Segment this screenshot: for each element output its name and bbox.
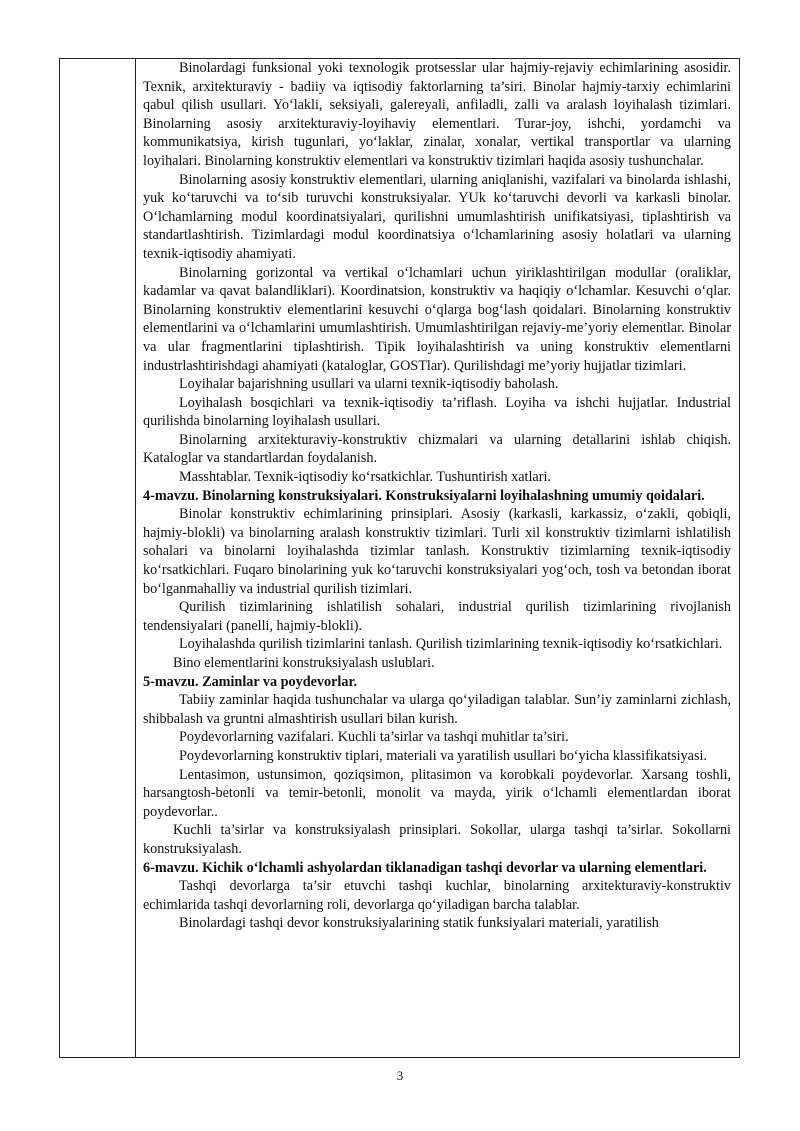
topic-heading: 4-mavzu. Binolarning konstruksiyalari. Konstruksiyalarni loyihalashning umumiy qoidalari. [143, 487, 705, 504]
paragraph: Binolarning gorizontal va vertikal o‘lchamlari uchun yiriklashtirilgan modullar (oraliklar, kadamlar va qavat balandliklari). Koordinatsion, konstruktiv va haqiqiy o‘lchamlar. Kesuvchi o‘qlar. Binolarning konstruktiv elementlarini kesuvchi o‘qlarga bog‘lash qoidalari. Binolarning konstruktiv elementlarini va o‘lchamlarini umumlashtirish. Umumlashtirilgan rejaviy-me’yoriy elementlar. Binolar va ular fragmentlarini tiplashtirish. Tipik loyihalashtirish va uning konstruktiv elementlarni industrlashtirishdagi ahamiyati (kataloglar, GOSTlar). Qurilishdagi me’yoriy hujjatlar tizimlari. [143, 264, 731, 374]
paragraph: Poydevorlarning vazifalari. Kuchli ta’sirlar va tashqi muhitlar ta’siri. [179, 729, 569, 746]
page-number: 3 [396, 1068, 404, 1083]
paragraph: Qurilish tizimlarining ishlatilish sohalari, industrial qurilish tizimlarining rivojlanish tendensiyalari (panelli, hajmiy-blokli). [143, 599, 731, 634]
content-cell [143, 59, 731, 933]
column-divider [135, 59, 136, 1057]
paragraph: Loyihalash bosqichlari va texnik-iqtisodiy ta’riflash. Loyiha va ishchi hujjatlar. Industrial qurilishda binolarning loyihalash usullari. [143, 394, 731, 430]
paragraph: Poydevorlarning konstruktiv tiplari, materiali va yaratilish usullari bo‘yicha klassifikatsiyasi. [179, 747, 707, 764]
topic-heading: 5-mavzu. Zaminlar va poydevorlar. [143, 673, 357, 690]
paragraph: Masshtablar. Texnik-iqtisodiy ko‘rsatkichlar. Tushuntirish xatlari. [179, 469, 551, 486]
paragraph: Tabiiy zaminlar haqida tushunchalar va ularga qo‘yiladigan talablar. Sun’iy zaminlarni zichlash, shibbalash va gruntni almashtirish usullari bilan kurish. [143, 692, 731, 727]
paragraph: Lentasimon, ustunsimon, qoziqsimon, plitasimon va korobkali poydevorlar. Xarsang toshli, harsangtosh-betonli va temir-betonli, monolit va mayda, yirik o‘lchamli elementlardan iborat poydevorlar.. [143, 766, 731, 820]
paragraph: Tashqi devorlarga ta’sir etuvchi tashqi kuchlar, binolarning arxitekturaviy-konstruktiv echimlarida tashqi devorlarning roli, devorlarga qo‘yiladigan barcha talablar. [143, 878, 731, 913]
paragraph: Binolardagi funksional yoki texnologik protsesslar ular hajmiy-rejaviy echimlarining asosidir. Texnik, arxitekturaviy - badiiy va iqtisodiy faktorlarning ta’siri. Binolar hajmiy-tarxiy echimlarini qabul qilish usullari. Yo‘lakli, seksiyali, galereyali, anfiladli, zalli va aralash loyihalash tizimlari. Binolarning asosiy arxitekturaviy-loyihaviy elementlari. Turar-joy, ishchi, yordamchi va kommunikatsiya, kirish tugunlari, yo‘laklar, zinalar, xonalar, vertikal transportlar va ularning loyihalari. Binolarning konstruktiv elementlari va konstruktiv tizimlari haqida asosiy tushunchalar. [143, 60, 731, 169]
paragraph: Binolarning asosiy konstruktiv elementlari, ularning aniqlanishi, vazifalari va binolarda ishlashi, yuk ko‘taruvchi va to‘sib turuvchi konstruksiyalar. YUk ko‘taruvchi devorli va karkasli binolar. O‘lchamlarning modul koordinatsiyalari, qurilishni umumlashtirish unifikatsiyasi, tiplashtirish va standartlashtirish. Tizimlardagi modul koordinatsiya o‘lchamlarining asosiy holatlari va ularning texnik-iqtisodiy ahamiyati. [143, 171, 731, 262]
paragraph: Binolardagi tashqi devor konstruksiyalarining statik funksiyalari materiali, yaratilish [179, 915, 659, 932]
topic-heading: 6-mavzu. Kichik o‘lchamli ashyolardan tiklanadigan tashqi devorlar va ularning elementlari. [143, 859, 707, 876]
paragraph: Bino elementlarini konstruksiyalash uslublari. [173, 655, 435, 671]
paragraph: Loyihalashda qurilish tizimlarini tanlash. Qurilish tizimlarining texnik-iqtisodiy ko‘rsatkichlari. [179, 636, 723, 653]
paragraph: Kuchli ta’sirlar va konstruksiyalash prinsiplari. Sokollar, ularga tashqi ta’sirlar. Sokollarni konstruksiyalash. [143, 822, 731, 857]
paragraph: Binolarning arxitekturaviy-konstruktiv chizmalari va ularning detallarini ishlab chiqish. Kataloglar va standartlardan foydalanish. [143, 431, 731, 467]
paragraph: Binolar konstruktiv echimlarining prinsiplari. Asosiy (karkasli, karkassiz, o‘zakli, qobiqli, hajmiy-blokli) va binolarning aralash konstruktiv tizimlari. Turli xil konstruktiv tizimlarni ishlatilish sohalari va binolarni loyihalashda tizimlar tanlash. Konstruktiv tizimlarning texnik-iqtisodiy ko‘rsatkichlari. Fuqaro binolarining yuk ko‘taruvchi konstruksiyalari yog‘och, tosh va betondan iborat bo‘lganmahalliy va industrial qurilish tizimlari. [143, 506, 731, 597]
paragraph: Loyihalar bajarishning usullari va ularni texnik-iqtisodiy baholash. [179, 376, 559, 393]
content-table [59, 58, 740, 1058]
